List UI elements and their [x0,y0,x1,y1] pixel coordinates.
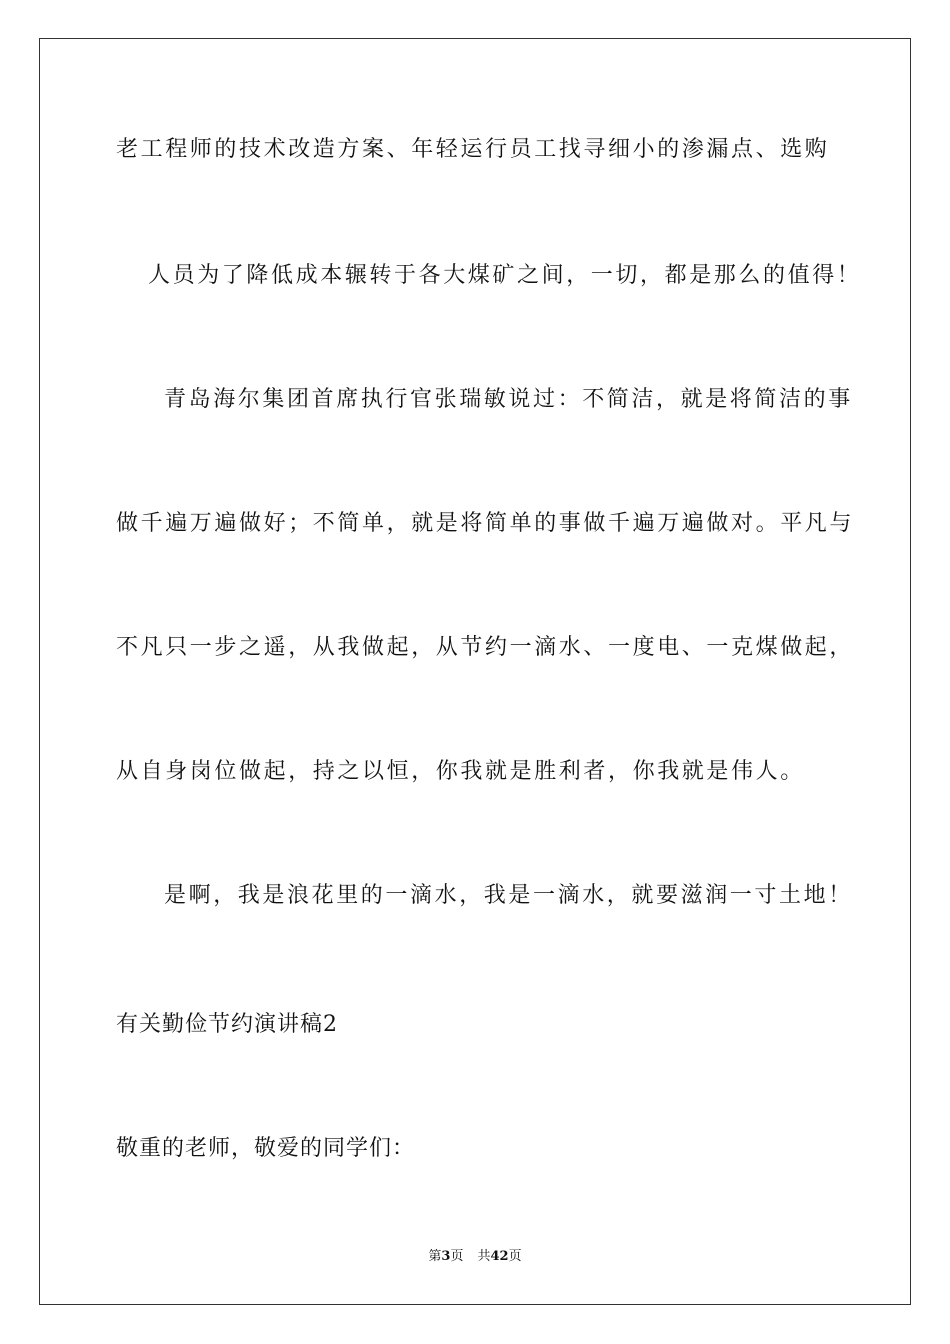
paragraph-line: 老工程师的技术改造方案、年轻运行员工找寻细小的渗漏点、选购 [116,137,830,162]
paragraph-line: 做千遍万遍做好；不简单，就是将简单的事做千遍万遍做对。平凡与 [116,511,855,536]
current-page-number: 3 [441,1249,451,1264]
paragraph-line: 青岛海尔集团首席执行官张瑞敏说过：不简洁，就是将简洁的事 [164,387,853,412]
total-suffix: 页 [508,1249,522,1264]
paragraph-line: 不凡只一步之遥，从我做起，从节约一滴水、一度电、一克煤做起， [116,635,855,660]
page-footer [0,1248,950,1266]
paragraph-line: 是啊，我是浪花里的一滴水，我是一滴水，就要滋润一寸土地！ [164,883,853,908]
page-border [39,38,911,1305]
paragraph-line: 从自身岗位做起，持之以恒，你我就是胜利者，你我就是伟人。 [116,759,805,784]
section-title: 有关勤俭节约演讲稿2 [116,1012,338,1037]
page-suffix: 页 [450,1249,464,1264]
page-prefix: 第 [428,1249,442,1264]
total-page-number: 42 [490,1249,509,1264]
salutation-line: 敬重的老师，敬爱的同学们： [116,1136,416,1161]
paragraph-line: 人员为了降低成本辗转于各大煤矿之间，一切，都是那么的值得！ [148,263,862,288]
total-prefix: 共 [477,1249,491,1264]
